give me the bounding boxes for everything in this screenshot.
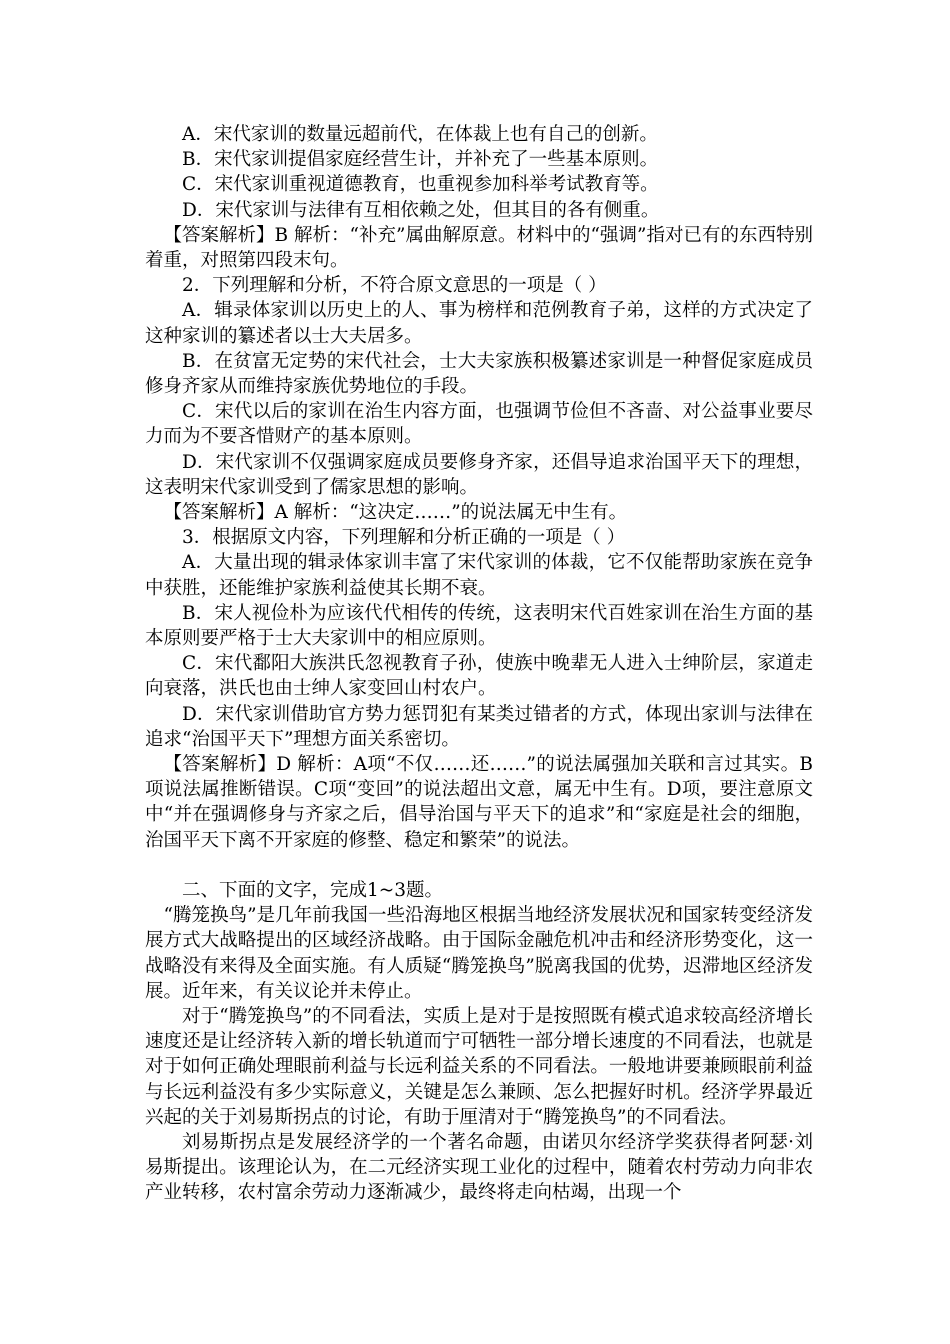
q2-option-d: D．宋代家训不仅强调家庭成员要修身齐家，还倡导追求治国平天下的理想，这表明宋代家训受到了儒家思想的影响。 — [145, 451, 813, 498]
q3-option-b: B．宋人视俭朴为应该代代相传的传统，这表明宋代百姓家训在治生方面的基本原则要严格于士大夫家训中的相应原则。 — [145, 602, 813, 650]
q3-answer-explanation: 【答案解析】D 解析：A项“不仅……还……”的说法属强加关联和言过其实。B项说法属推断错误。C项“变回”的说法超出文意，属无中生有。D项，要注意原文中“并在强调修身与齐家之后，倡导治国与平天下的追求”和“家庭是社会的细胞，治国平天下离不开家庭的修整、稳定和繁荣”的说法。 — [145, 754, 813, 851]
section2-paragraph-3: 刘易斯拐点是发展经济学的一个著名命题，由诺贝尔经济学奖获得者阿瑟·刘易斯提出。该理论认为，在二元经济实现工业化的过程中，随着农村劳动力向非农产业转移，农村富余劳动力逐渐减少，最终将走向枯竭，出现一个 — [145, 1131, 813, 1204]
q1-option-a: A．宋代家训的数量远超前代，在体裁上也有自己的创新。 — [182, 124, 658, 145]
q3-stem: 3．根据原文内容，下列理解和分析正确的一项是（ ） — [182, 527, 626, 549]
document-page — [145, 122, 813, 1206]
q2-answer-explanation: 【答案解析】A 解析：“这决定……”的说法属无中生有。 — [163, 502, 628, 524]
q1-answer-explanation: 【答案解析】B 解析：“补充”属曲解原意。材料中的“强调”指对已有的东西特别着重，对照第四段末句。 — [145, 224, 813, 272]
section2-heading: 二、下面的文字，完成1~3题。 — [182, 879, 444, 901]
q3-option-d: D．宋代家训借助官方势力惩罚犯有某类过错者的方式，体现出家训与法律在追求“治国平天下”理想方面关系密切。 — [145, 703, 813, 750]
section2-paragraph-1: “腾笼换鸟”是几年前我国一些沿海地区根据当地经济发展状况和国家转变经济发展方式大战略提出的区域经济战略。由于国际金融危机冲击和经济形势变化，这一战略没有来得及全面实施。有人质疑“腾笼换鸟”脱离我国的优势，迟滞地区经济发展。近年来，有关议论并未停止。 — [145, 905, 813, 1002]
q2-option-a: A．辑录体家训以历史上的人、事为榜样和范例教育子弟，这样的方式决定了这种家训的纂述者以士大夫居多。 — [145, 300, 813, 347]
q1-option-d: D．宋代家训与法律有互相依赖之处，但其目的各有侧重。 — [182, 199, 660, 221]
q1-option-c: C．宋代家训重视道德教育，也重视参加科举考试教育等。 — [182, 174, 659, 196]
q3-option-c: C．宋代鄱阳大族洪氏忽视教育子孙，使族中晚辈无人进入士绅阶层，家道走向衰落，洪氏也由士绅人家变回山村农户。 — [145, 653, 813, 700]
section2-paragraph-2: 对于“腾笼换鸟”的不同看法，实质上是对于是按照既有模式追求较高经济增长速度还是让经济转入新的增长轨道而宁可牺牲一部分增长速度的不同看法，也就是对于如何正确处理眼前利益与长远利益关系的不同看法。一般地讲要兼顾眼前利益与长远利益没有多少实际意义，关键是怎么兼顾、怎么把握好时机。经济学界最近兴起的关于刘易斯拐点的讨论，有助于厘清对于“腾笼换鸟”的不同看法。 — [145, 1005, 813, 1128]
q2-option-b: B．在贫富无定势的宋代社会，士大夫家族积极纂述家训是一种督促家庭成员修身齐家从而维持家族优势地位的手段。 — [145, 350, 813, 398]
q2-stem: 2．下列理解和分析，不符合原文意思的一项是（ ） — [182, 275, 607, 297]
q1-option-b: B．宋代家训提倡家庭经营生计，并补充了一些基本原则。 — [182, 149, 659, 171]
q2-option-c: C．宋代以后的家训在治生内容方面，也强调节俭但不吝啬、对公益事业要尽力而为不要吝惜财产的基本原则。 — [145, 401, 813, 448]
section-spacer — [145, 853, 813, 878]
q3-option-a: A．大量出现的辑录体家训丰富了宋代家训的体裁，它不仅能帮助家族在竞争中获胜，还能维护家族利益使其长期不衰。 — [145, 552, 813, 599]
